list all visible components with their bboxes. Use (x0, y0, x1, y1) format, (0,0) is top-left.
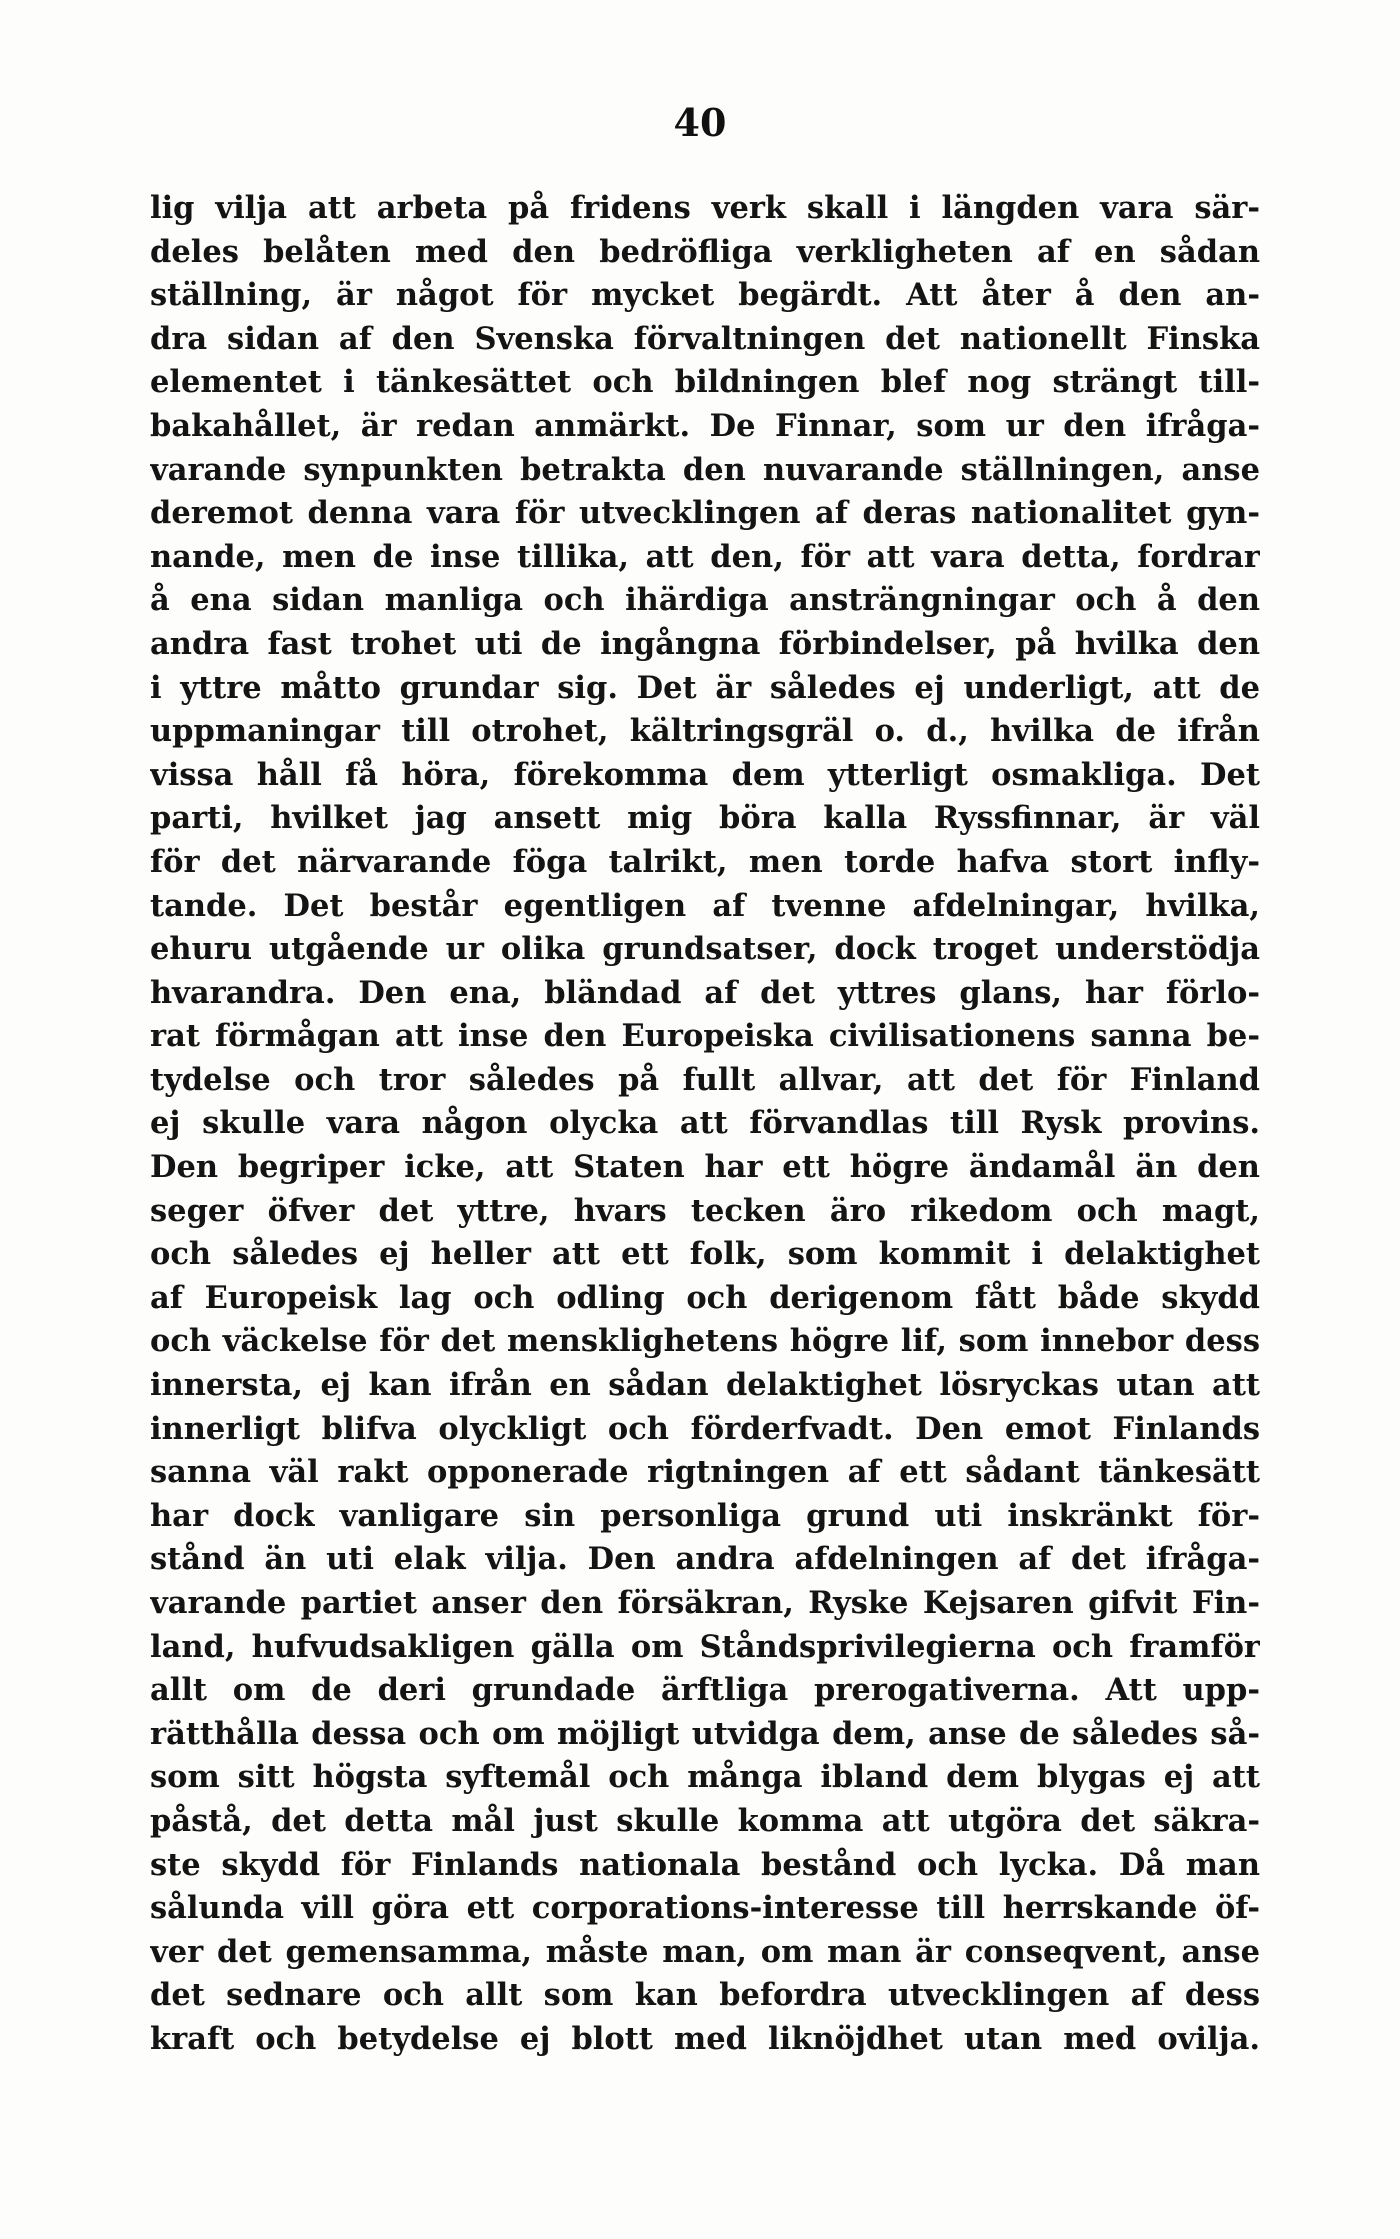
text-line: andra fast trohet uti de ingångna förbindelser, på hvilka den (150, 625, 1260, 662)
text-line: deremot denna vara för utvecklingen af deras nationalitet gyn- (150, 495, 1260, 532)
text-line: allt om de deri grundade ärftliga prerogativerna. Att upp- (150, 1672, 1260, 1709)
text-line: har dock vanligare sin personliga grund uti inskränkt för- (150, 1497, 1260, 1534)
text-line: det sednare och allt som kan befordra utvecklingen af dess (150, 1977, 1260, 2014)
text-line: och således ej heller att ett folk, som kommit i delaktighet (150, 1236, 1260, 1273)
text-line: hvarandra. Den ena, bländad af det yttres glans, har förlo- (150, 974, 1260, 1011)
text-line: å ena sidan manliga och ihärdiga ansträngningar och å den (150, 582, 1260, 619)
text-line: rat förmågan att inse den Europeiska civilisationens sanna be- (150, 1018, 1260, 1055)
text-line: sålunda vill göra ett corporations-interesse till herrskande öf- (150, 1890, 1260, 1927)
text-line: vissa håll få höra, förekomma dem ytterligt osmakliga. Det (150, 756, 1260, 793)
text-line: parti, hvilket jag ansett mig böra kalla Ryssfinnar, är väl (150, 800, 1260, 837)
text-line: ver det gemensamma, måste man, om man är conseqvent, anse (150, 1933, 1260, 1970)
text-line: varande synpunkten betrakta den nuvarande ställningen, anse (150, 451, 1260, 488)
text-line: Den begriper icke, att Staten har ett högre ändamål än den (150, 1149, 1260, 1186)
text-line: tydelse och tror således på fullt allvar, att det för Finland (150, 1061, 1260, 1098)
text-line: nande, men de inse tillika, att den, för att vara detta, fordrar (150, 538, 1260, 575)
text-line: ej skulle vara någon olycka att förvandlas till Rysk provins. (150, 1105, 1260, 1142)
text-line: och väckelse för det mensklighetens högre lif, som innebor dess (150, 1323, 1260, 1360)
text-line: för det närvarande föga talrikt, men torde hafva stort infly- (150, 843, 1260, 880)
text-line: ste skydd för Finlands nationala bestånd och lycka. Då man (150, 1846, 1260, 1883)
text-line: land, hufvudsakligen gälla om Ståndsprivilegierna och framför (150, 1628, 1260, 1665)
text-line: innersta, ej kan ifrån en sådan delaktighet lösryckas utan att (150, 1367, 1260, 1404)
text-line: varande partiet anser den försäkran, Ryske Kejsaren gifvit Fin- (150, 1585, 1260, 1621)
text-line: kraft och betydelse ej blott med liknöjdhet utan med ovilja. (150, 2020, 1260, 2057)
body-text (150, 187, 1260, 2062)
text-line: rätthålla dessa och om möjligt utvidga dem, anse de således så- (150, 1715, 1260, 1752)
text-line: lig vilja att arbeta på fridens verk skall i längden vara sär- (150, 190, 1260, 226)
text-line: dra sidan af den Svenska förvaltningen det nationellt Finska (150, 320, 1260, 357)
text-line: i yttre måtto grundar sig. Det är således ej underligt, att de (150, 669, 1260, 706)
text-line: uppmaningar till otrohet, kältringsgräl o. d., hvilka de ifrån (150, 713, 1260, 750)
text-line: innerligt blifva olyckligt och förderfvadt. Den emot Finlands (150, 1410, 1260, 1447)
text-line: ställning, är något för mycket begärdt. Att åter å den an- (150, 277, 1260, 314)
text-line: sanna väl rakt opponerade rigtningen af ett sådant tänkesätt (150, 1454, 1260, 1491)
text-line: seger öfver det yttre, hvars tecken äro rikedom och magt, (150, 1192, 1260, 1229)
text-line: ehuru utgående ur olika grundsatser, dock troget understödja (150, 931, 1260, 968)
text-line: som sitt högsta syftemål och många ibland dem blygas ej att (150, 1759, 1260, 1796)
page-number: 40 (673, 100, 727, 145)
text-line: deles belåten med den bedröfliga verkligheten af en sådan (150, 233, 1260, 270)
text-line: af Europeisk lag och odling och derigenom fått både skydd (150, 1279, 1260, 1316)
text-line: tande. Det består egentligen af tvenne afdelningar, hvilka, (150, 887, 1260, 924)
text-line: påstå, det detta mål just skulle komma att utgöra det säkra- (150, 1802, 1260, 1839)
text-line: elementet i tänkesättet och bildningen blef nog strängt till- (150, 364, 1260, 401)
text-line: stånd än uti elak vilja. Den andra afdelningen af det ifråga- (150, 1541, 1260, 1578)
text-line: bakahållet, är redan anmärkt. De Finnar, som ur den ifråga- (150, 407, 1260, 444)
